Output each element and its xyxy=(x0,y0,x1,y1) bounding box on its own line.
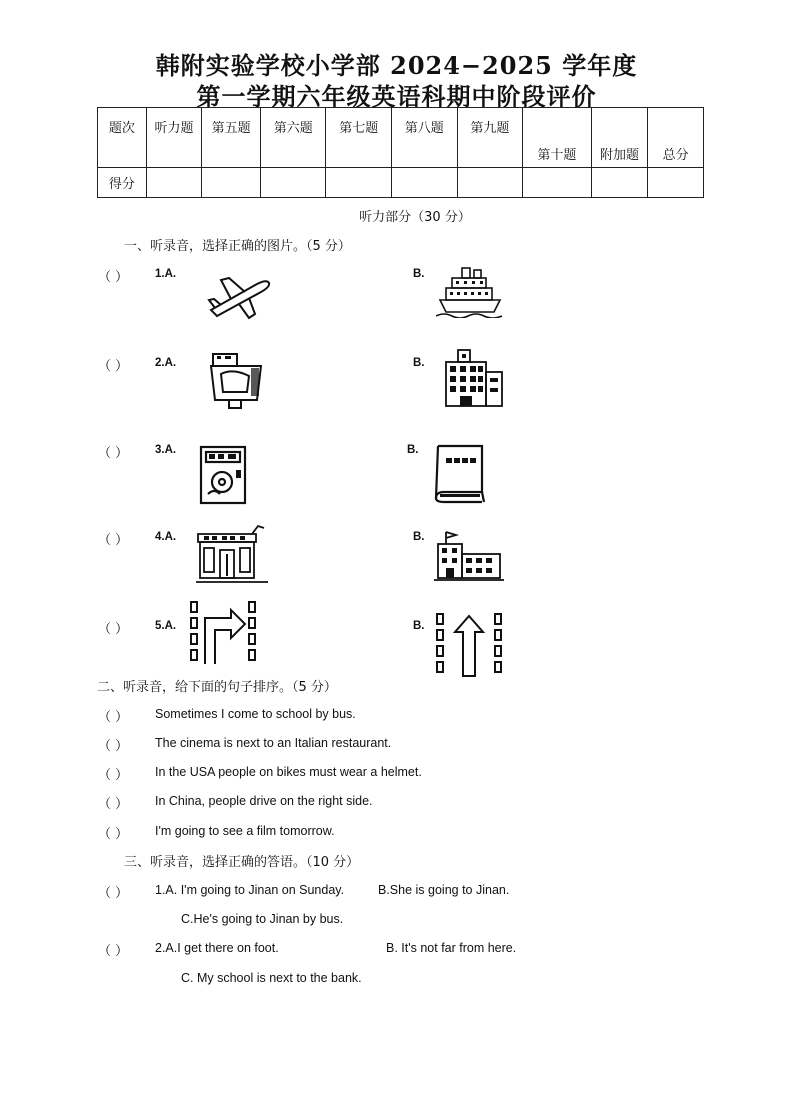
answer-blank[interactable]: （ ） xyxy=(98,359,129,374)
score-row-label: 得分 xyxy=(98,168,147,198)
header-cell: 第七题 xyxy=(326,108,392,168)
score-cell[interactable] xyxy=(648,168,704,198)
go-straight-icon xyxy=(433,612,505,678)
header-cell: 第九题 xyxy=(457,108,523,168)
exam-title-line2: 第一学期六年级英语科期中阶段评价 xyxy=(196,82,597,111)
answer-blank[interactable]: （ ） xyxy=(98,710,129,725)
sentence-text: The cinema is next to an Italian restaurant. xyxy=(155,736,392,750)
supermarket-icon xyxy=(196,520,268,586)
answer-option-a: 1.A. I'm going to Jinan on Sunday. xyxy=(155,883,345,897)
answer-option-c: C.He's going to Jinan by bus. xyxy=(181,912,344,926)
option-a-label: 3.A. xyxy=(155,444,177,456)
header-cell: 第十题 xyxy=(523,108,592,168)
answer-blank[interactable]: （ ） xyxy=(98,827,129,842)
answer-blank[interactable]: （ ） xyxy=(98,270,129,285)
option-b-label: B. xyxy=(413,357,425,369)
listening-part-heading: 听力部分（30 分） xyxy=(359,210,471,225)
score-table-header-row xyxy=(98,108,704,168)
option-a-label: 4.A. xyxy=(155,531,177,543)
score-cell[interactable] xyxy=(146,168,202,198)
score-cell[interactable] xyxy=(523,168,592,198)
sentence-text: In the USA people on bikes must wear a helmet. xyxy=(155,765,422,779)
header-cell: 附加题 xyxy=(591,108,648,168)
book-icon xyxy=(432,442,490,504)
score-table xyxy=(97,107,704,198)
header-cell: 听力题 xyxy=(146,108,202,168)
score-cell[interactable] xyxy=(457,168,523,198)
option-a-label: 1.A. xyxy=(155,268,177,280)
score-cell[interactable] xyxy=(326,168,392,198)
option-b-label: B. xyxy=(413,620,425,632)
option-a-label: 5.A. xyxy=(155,620,177,632)
answer-blank[interactable]: （ ） xyxy=(98,739,129,754)
answer-option-c: C. My school is next to the bank. xyxy=(181,971,362,985)
answer-blank[interactable]: （ ） xyxy=(98,533,129,548)
answer-blank[interactable]: （ ） xyxy=(98,944,129,959)
answer-option-b: B. It's not far from here. xyxy=(386,941,517,955)
answer-option-a: 2.A.I get there on foot. xyxy=(155,941,279,955)
answer-blank[interactable]: （ ） xyxy=(98,886,129,901)
answer-option-b: B.She is going to Jinan. xyxy=(378,883,510,897)
ship-icon xyxy=(436,262,504,318)
section2-title: 二、听录音，给下面的句子排序。（5 分） xyxy=(97,680,337,695)
option-b-label: B. xyxy=(413,531,425,543)
cd-box-icon xyxy=(198,444,250,506)
header-cell: 第六题 xyxy=(260,108,326,168)
header-cell: 题次 xyxy=(98,108,147,168)
answer-blank[interactable]: （ ） xyxy=(98,622,129,637)
hospital-icon xyxy=(444,348,504,408)
score-cell[interactable] xyxy=(392,168,458,198)
score-cell[interactable] xyxy=(591,168,648,198)
option-b-label: B. xyxy=(413,268,425,280)
sentence-text: I'm going to see a film tomorrow. xyxy=(155,824,335,838)
sentence-text: Sometimes I come to school by bus. xyxy=(155,707,356,721)
section3-title: 三、听录音，选择正确的答语。（10 分） xyxy=(124,855,360,870)
answer-blank[interactable]: （ ） xyxy=(98,768,129,783)
airplane-icon xyxy=(205,272,275,322)
score-cell[interactable] xyxy=(202,168,261,198)
option-b-label: B. xyxy=(407,444,419,456)
header-cell: 第五题 xyxy=(202,108,261,168)
sentence-text: In China, people drive on the right side. xyxy=(155,794,373,808)
exam-title-line1: 韩附实验学校小学部 2024−2025 学年度 xyxy=(155,51,638,80)
turn-right-icon xyxy=(187,600,259,666)
score-table-score-row xyxy=(98,168,704,198)
school-icon xyxy=(434,530,504,582)
section1-title: 一、听录音，选择正确的图片。（5 分） xyxy=(124,239,351,254)
score-cell[interactable] xyxy=(260,168,326,198)
header-cell: 第八题 xyxy=(392,108,458,168)
option-a-label: 2.A. xyxy=(155,357,177,369)
shop-icon xyxy=(207,350,267,412)
answer-blank[interactable]: （ ） xyxy=(98,446,129,461)
header-cell: 总分 xyxy=(648,108,704,168)
answer-blank[interactable]: （ ） xyxy=(98,797,129,812)
